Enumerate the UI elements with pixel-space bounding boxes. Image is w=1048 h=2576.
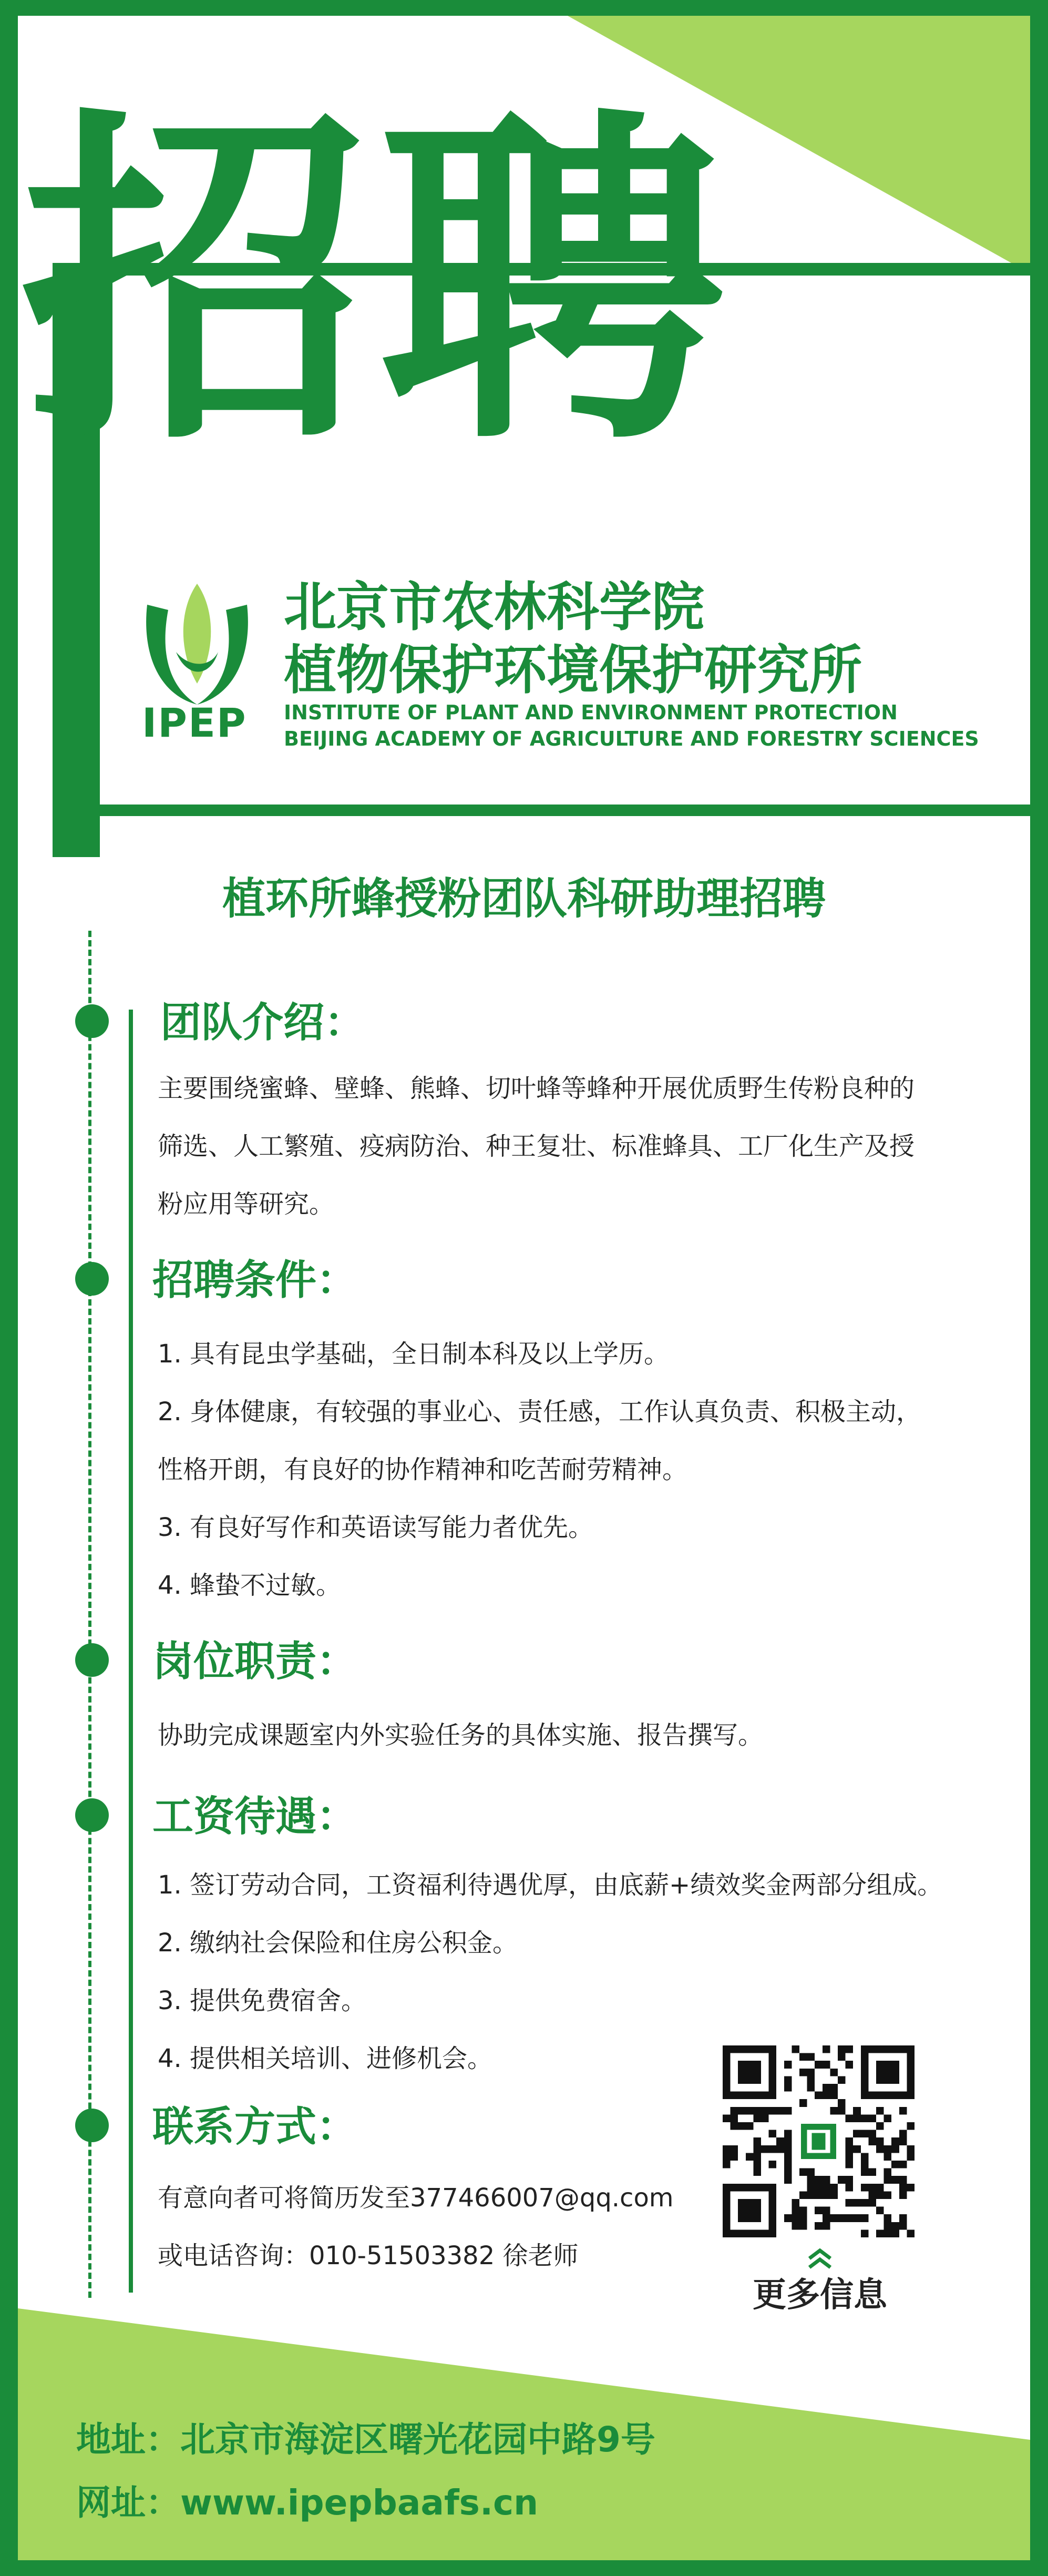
frame-right-border [1030,0,1048,2576]
text-line: 3. 有良好写作和英语读写能力者优先。 [158,1513,594,1542]
logo-abbr: IPEP [142,699,247,746]
timeline-dot [75,1643,109,1677]
text-line: 主要围绕蜜蜂、壁蜂、熊蜂、切叶蜂等蜂种开展优质野生传粉良种的 [158,1074,915,1103]
section-heading-contact: 联系方式： [152,2103,358,2151]
timeline-dot [75,1262,109,1296]
text-line: 4. 提供相关培训、进修机会。 [158,2044,493,2073]
footer-website[interactable]: 网址：www.ipepbaafs.cn [76,2482,539,2523]
org-name-cn-line1: 北京市农林科学院 [284,576,704,638]
section-heading-requirements: 招聘条件： [152,1257,358,1304]
text-line: 4. 蜂蛰不过敏。 [158,1571,342,1600]
text-line: 2. 缴纳社会保险和住房公积金。 [158,1928,518,1958]
section-heading-intro: 团队介绍： [160,999,366,1046]
footer-address: 地址：北京市海淀区曙光花园中路9号 [76,2419,655,2460]
qr-code[interactable] [723,2045,915,2237]
section-heading-duties: 岗位职责： [152,1638,358,1685]
text-line: 1. 签订劳动合同，工资福利待遇优厚，由底薪+绩效奖金两部分组成。 [158,1870,943,1900]
header-bottom-line [100,805,1030,816]
timeline-dot [75,1004,109,1038]
text-line: 1. 具有昆虫学基础，全日制本科及以上学历。 [158,1339,670,1369]
timeline-solid-bar [129,1010,133,2293]
org-name-en-line2: BEIJING ACADEMY OF AGRICULTURE AND FORESTRY SCIENCES [284,727,979,750]
chevron-up-icon [804,2245,836,2272]
qr-caption: 更多信息 [753,2276,887,2315]
logo-emblem [137,573,258,710]
headline: 招聘 [21,82,736,486]
frame-top-border [0,0,1048,16]
frame-left-border [0,0,18,2576]
section-body-contact [158,2169,715,2285]
contact-email-line[interactable]: 有意向者可将简历发至377466007@qq.com [158,2183,674,2213]
text-line: 粉应用等研究。 [158,1189,335,1219]
timeline-dashed-line [88,931,91,2298]
org-name-en-line1: INSTITUTE OF PLANT AND ENVIRONMENT PROTECTION [284,701,898,724]
contact-phone-line[interactable]: 或电话咨询：010-51503382 徐老师 [158,2241,579,2270]
timeline-dot [75,1798,109,1832]
text-line: 3. 提供免费宿舍。 [158,1986,367,2015]
section-body-duties [158,1706,1009,1764]
text-line: 性格开朗，有良好的协作精神和吃苦耐劳精神。 [158,1455,688,1484]
org-name-cn-line2: 植物保护环境保护研究所 [284,639,862,701]
section-heading-benefits: 工资待遇： [152,1793,358,1840]
section-body-intro [158,1060,1009,1233]
timeline-dot [75,2109,109,2142]
text-line: 协助完成课题室内外实验任务的具体实施、报告撰写。 [158,1720,764,1750]
job-title: 植环所蜂授粉团队科研助理招聘 [222,874,826,924]
text-line: 2. 身体健康，有较强的事业心、责任感，工作认真负责、积极主动， [158,1397,922,1427]
section-body-requirements [158,1325,1009,1614]
text-line: 筛选、人工繁殖、疫病防治、种王复壮、标准蜂具、工厂化生产及授 [158,1132,915,1161]
